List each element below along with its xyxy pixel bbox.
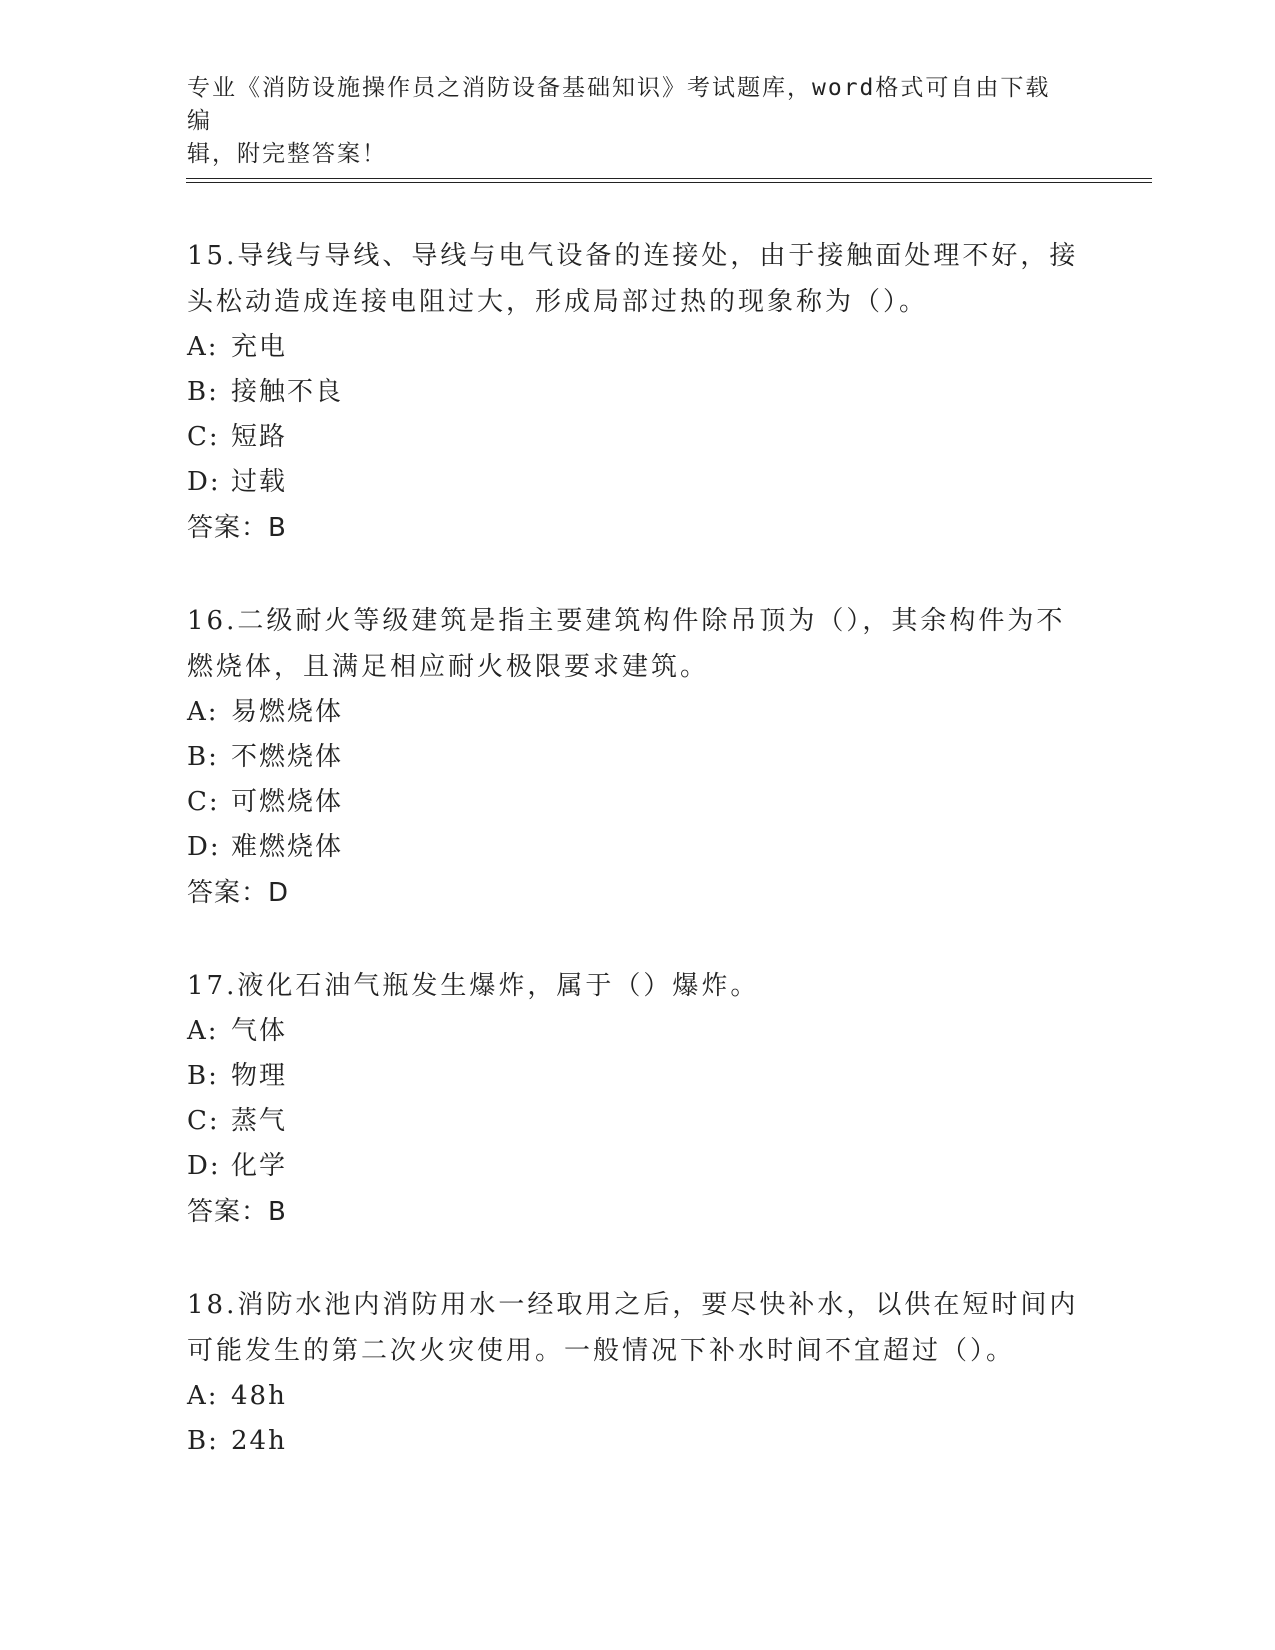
header-line-2: 辑，附完整答案！: [187, 141, 387, 167]
option-b: [187, 735, 1087, 780]
option-key: A:: [187, 697, 219, 727]
option-text: 化学: [231, 1151, 288, 1181]
answer-label: 答案：B: [187, 513, 287, 543]
option-text: 易燃烧体: [231, 697, 344, 727]
question-stem: 16.二级耐火等级建筑是指主要建筑构件除吊顶为（），其余构件为不燃烧体，且满足相应耐火极限要求建筑。: [187, 606, 1066, 682]
option-a: [187, 1374, 1087, 1419]
option-text: 过载: [231, 467, 288, 497]
question-stem: 17.液化石油气瓶发生爆炸，属于（）爆炸。: [187, 971, 760, 1001]
question-17: [187, 963, 1087, 1235]
question-list: [187, 233, 1087, 1511]
option-c: [187, 1099, 1087, 1144]
option-key: B:: [187, 742, 219, 772]
option-key: D:: [187, 467, 221, 497]
option-key: C:: [187, 1106, 220, 1136]
option-key: A:: [187, 332, 219, 362]
option-key: A:: [187, 1381, 219, 1411]
option-key: D:: [187, 1151, 221, 1181]
option-d: [187, 460, 1087, 505]
document-header: [187, 72, 1067, 171]
answer-label: 答案：B: [187, 1197, 287, 1227]
option-text: 难燃烧体: [231, 832, 344, 862]
option-key: A:: [187, 1016, 219, 1046]
option-b: [187, 370, 1087, 415]
question-stem: 18.消防水池内消防用水一经取用之后，要尽快补水，以供在短时间内可能发生的第二次火灾使用。一般情况下补水时间不宜超过（）。: [187, 1290, 1079, 1366]
option-text: 充电: [231, 332, 288, 362]
header-line-1: 专业《消防设施操作员之消防设备基础知识》考试题库，word格式可自由下载编: [187, 75, 1051, 134]
option-c: [187, 415, 1087, 460]
option-key: B:: [187, 377, 219, 407]
question-stem: 15.导线与导线、导线与电气设备的连接处，由于接触面处理不好，接头松动造成连接电阻过大，形成局部过热的现象称为（）。: [187, 241, 1079, 317]
option-text: 蒸气: [231, 1106, 288, 1136]
option-b: [187, 1419, 1087, 1464]
question-18: [187, 1282, 1087, 1464]
option-d: [187, 1144, 1087, 1189]
question-16: [187, 598, 1087, 916]
option-b: [187, 1054, 1087, 1099]
option-text: 24h: [231, 1426, 287, 1456]
question-15: [187, 233, 1087, 551]
option-text: 可燃烧体: [231, 787, 344, 817]
option-text: 接触不良: [231, 377, 344, 407]
option-text: 48h: [231, 1381, 287, 1411]
option-text: 短路: [231, 422, 288, 452]
option-key: C:: [187, 787, 220, 817]
option-a: [187, 690, 1087, 735]
option-key: B:: [187, 1061, 219, 1091]
option-d: [187, 825, 1087, 870]
option-a: [187, 325, 1087, 370]
option-text: 气体: [231, 1016, 288, 1046]
option-key: B:: [187, 1426, 219, 1456]
option-text: 物理: [231, 1061, 288, 1091]
option-key: C:: [187, 422, 220, 452]
answer-label: 答案：D: [187, 878, 290, 908]
option-a: [187, 1009, 1087, 1054]
option-text: 不燃烧体: [231, 742, 344, 772]
option-c: [187, 780, 1087, 825]
option-key: D:: [187, 832, 221, 862]
header-divider: [186, 178, 1152, 183]
